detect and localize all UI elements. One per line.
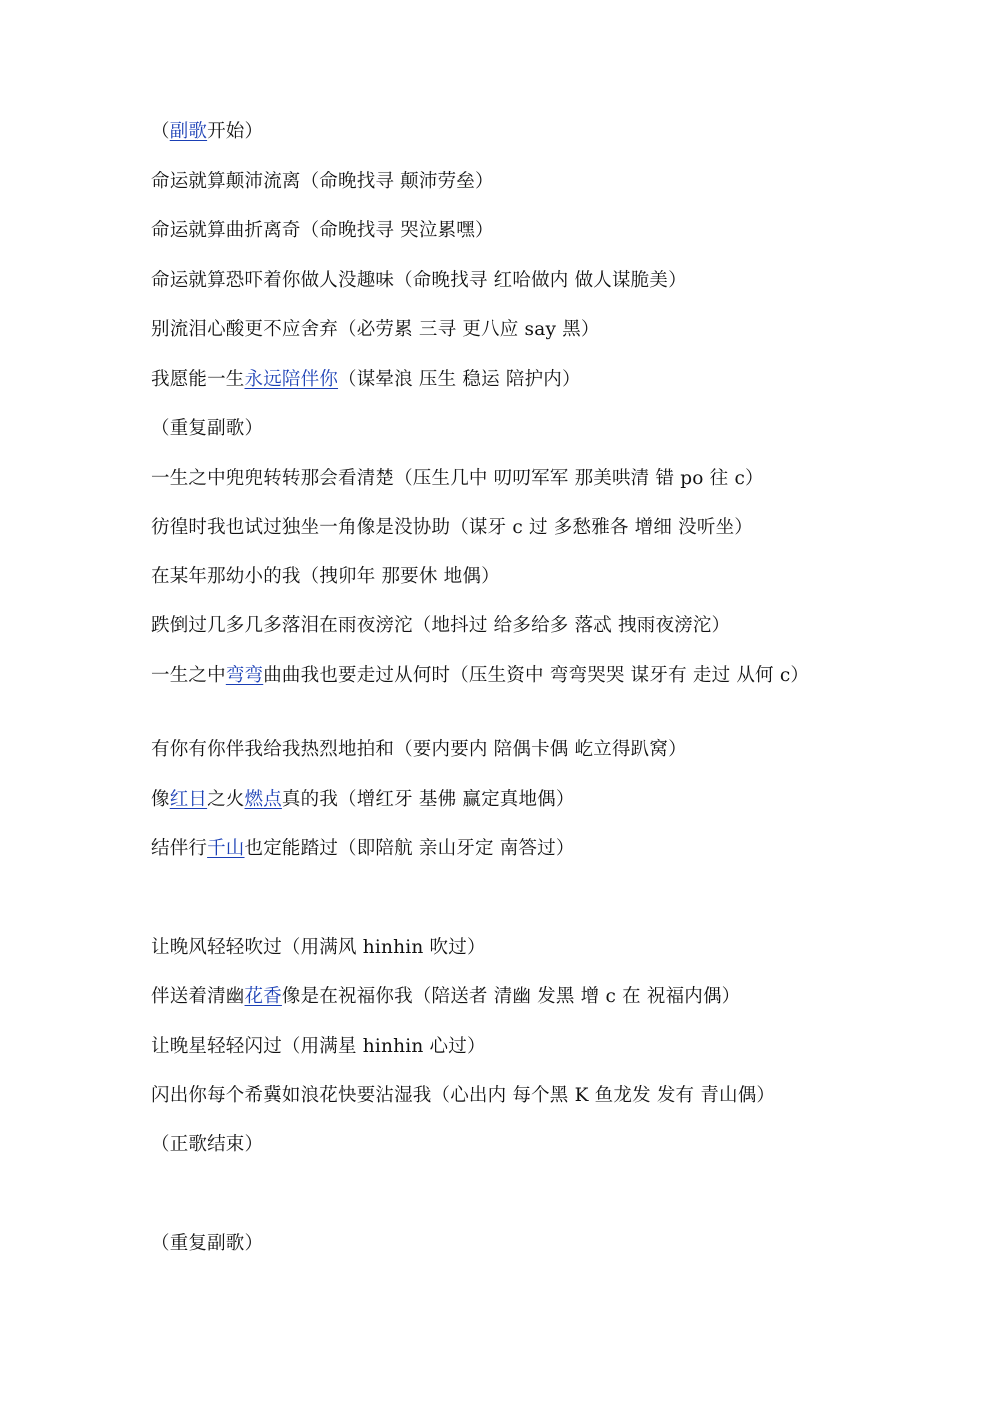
lyric-line: 跌倒过几多几多落泪在雨夜滂沱（地抖过 给多给多 落忒 拽雨夜滂沱）	[151, 615, 731, 636]
lyric-line: （正歌结束）	[151, 1134, 264, 1155]
lyric-line: 有你有你伴我给我热烈地拍和（要内要内 陪偶卡偶 屹立得趴窝）	[151, 739, 687, 760]
forever-with-you-link[interactable]: 永远陪伴你	[244, 369, 339, 390]
lyric-line: 别流泪心酸更不应舍弃（必劳累 三寻 更八应 say 黑）	[151, 319, 600, 340]
text: 我愿能一生	[151, 369, 245, 390]
text: 之火	[207, 789, 245, 810]
lyric-line: 命运就算曲折离奇（命晚找寻 哭泣累嘿）	[151, 220, 494, 241]
flower-fragrance-link[interactable]: 花香	[244, 986, 282, 1007]
lyric-line	[151, 368, 841, 392]
text: （	[151, 121, 170, 142]
winding-link[interactable]: 弯弯	[225, 665, 264, 686]
lyric-line	[151, 664, 841, 688]
text: （谋晕浪 压生 稳运 陪护内）	[338, 369, 581, 390]
chorus-link[interactable]: 副歌	[169, 121, 208, 142]
lyric-line: 在某年那幼小的我（拽卯年 那要休 地偶）	[151, 566, 500, 587]
lyric-line	[151, 120, 841, 144]
text: 像是在祝福你我（陪送者 清幽 发黑 增 c 在 祝福内偶）	[281, 986, 741, 1007]
lyric-line: 闪出你每个希冀如浪花快要沾湿我（心出内 每个黑 K 鱼龙发 发有 青山偶）	[151, 1085, 776, 1106]
text: 开始）	[207, 121, 264, 142]
text: 曲曲我也要走过从何时（压生资中 弯弯哭哭 谋牙有 走过 从何 c）	[263, 665, 810, 686]
lyric-line: （重复副歌）	[151, 1233, 264, 1254]
text: 一生之中	[151, 665, 226, 686]
lyric-line: 命运就算颠沛流离（命晚找寻 颠沛劳垒）	[151, 171, 494, 192]
ignite-link[interactable]: 燃点	[244, 789, 282, 810]
text: 像	[151, 789, 170, 810]
thousand-mountains-link[interactable]: 千山	[207, 838, 245, 859]
lyric-line	[151, 788, 841, 812]
lyric-line: （重复副歌）	[151, 418, 264, 439]
lyric-line: 让晚星轻轻闪过（用满星 hinhin 心过）	[151, 1036, 486, 1057]
lyric-line: 命运就算恐吓着你做人没趣味（命晚找寻 红哈做内 做人谋脆美）	[151, 270, 687, 291]
red-sun-link[interactable]: 红日	[169, 789, 208, 810]
lyric-line	[151, 985, 841, 1009]
text: 伴送着清幽	[151, 986, 245, 1007]
lyric-line: 彷徨时我也试过独坐一角像是没协助（谋牙 c 过 多愁雅各 增细 没听坐）	[151, 517, 753, 538]
text: 真的我（增红牙 基佛 赢定真地偶）	[281, 789, 575, 810]
lyric-line: 让晚风轻轻吹过（用满风 hinhin 吹过）	[151, 937, 486, 958]
lyric-line	[151, 837, 841, 861]
lyric-line: 一生之中兜兜转转那会看清楚（压生几中 叨叨军军 那美哄清 错 po 往 c）	[151, 468, 764, 489]
text: 也定能踏过（即陪航 亲山牙定 南答过）	[244, 838, 575, 859]
text: 结伴行	[151, 838, 208, 859]
